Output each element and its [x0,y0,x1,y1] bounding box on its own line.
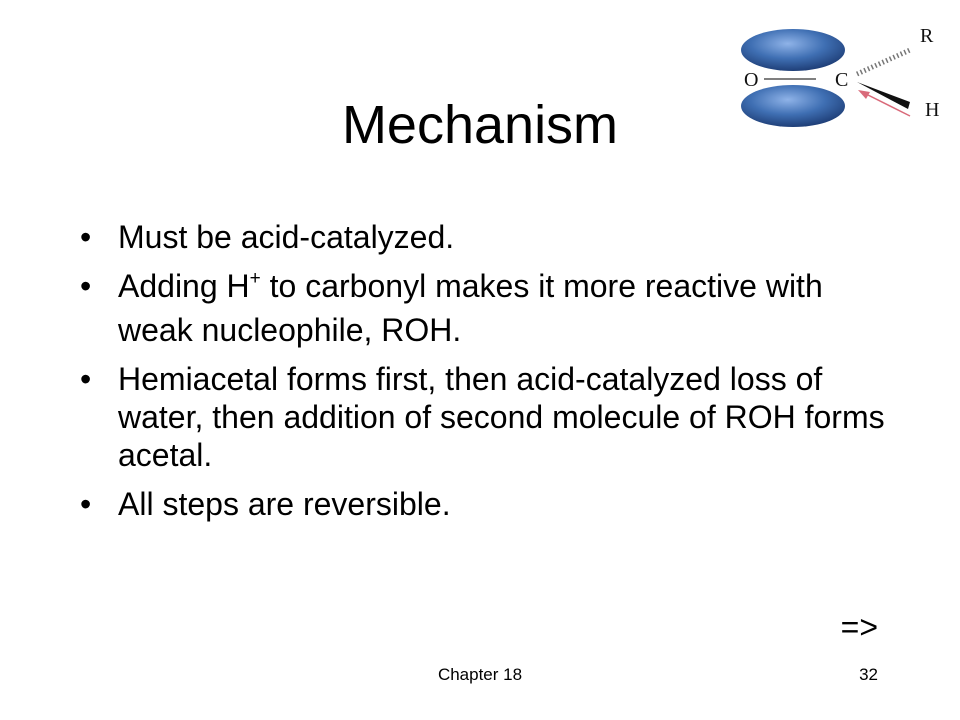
bullet-item [80,485,900,523]
next-arrow[interactable]: => [840,609,878,645]
footer-chapter: Chapter 18 [437,665,523,684]
pi-lobe-top [741,29,845,71]
bullet-text: Must be acid-catalyzed. [118,219,455,255]
slide-title: Mechanism [341,95,619,155]
bullet-text-pre: Adding H [118,268,250,304]
bullet-item [80,218,900,256]
bullet-item [80,360,900,474]
bullet-list [80,218,900,534]
bullet-text: Hemiacetal forms first, then acid-catalyzed loss of water, then addition of second molecule of ROH forms acetal. [118,361,885,473]
label-r: R [920,25,934,47]
label-o: O [744,69,759,91]
bullet-item [80,267,900,349]
bullet-text-post: to carbonyl makes it more reactive with weak nucleophile, ROH. [118,268,823,348]
bullet-text: All steps are reversible. [118,486,451,522]
label-h: H [925,99,940,121]
footer-page-number: 32 [859,665,878,684]
superscript-plus: + [249,268,261,289]
cr-hashed-bond [857,50,910,74]
label-c: C [835,69,849,91]
